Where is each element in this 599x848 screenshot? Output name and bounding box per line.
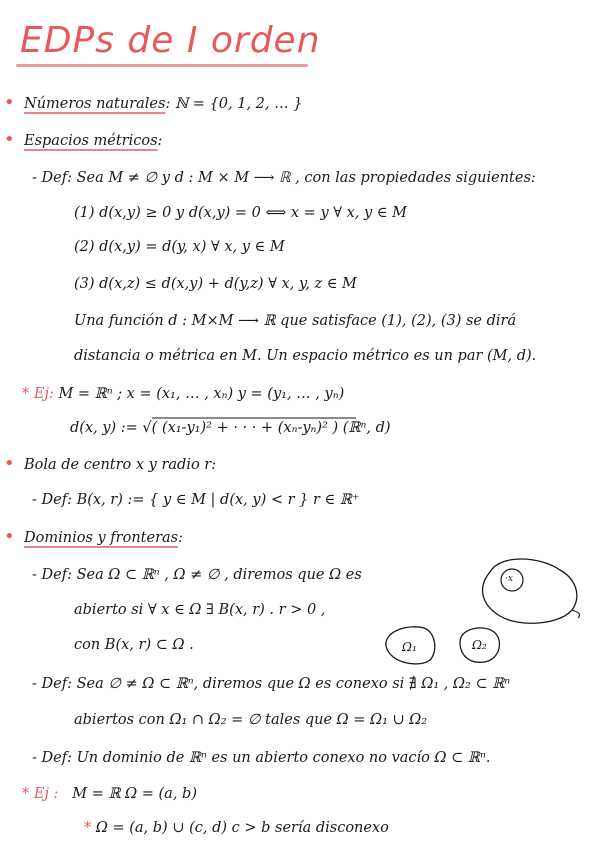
metric-prop-3: (3) d(x,z) ≤ d(x,y) + d(y,z) ∀ x, y, z ∈ M — [74, 276, 357, 292]
domains-heading — [24, 528, 183, 548]
domains-def1-b: abierto si ∀ x ∈ Ω ∃ B(x, r) . r > 0 , — [74, 602, 326, 618]
title-underline — [16, 64, 308, 67]
bullet-dot: • — [4, 526, 15, 547]
domains-def1-a: - Def: Sea Ω ⊂ ℝⁿ , Ω ≠ ∅ , diremos que Ω es — [32, 567, 362, 583]
sqrt-overline — [150, 414, 360, 424]
omega1-label: Ω₁ — [402, 640, 417, 654]
omega2-label: Ω₂ — [472, 638, 487, 652]
metric-note-1: Una función d : M×M ⟶ ℝ que satisface (1), (2), (3) se dirá — [74, 313, 517, 329]
example-marker: * Ej : — [22, 786, 59, 802]
domains-example-2: Ω = (a, b) ∪ (c, d) c > b sería disconexo — [95, 820, 389, 836]
naturals-label: Números naturales — [24, 96, 166, 112]
bullet-dot: • — [4, 92, 15, 113]
metric-note-2: distancia o métrica en M. Un espacio métrico es un par (M, d). — [74, 348, 537, 364]
ball-def: - Def: B(x, r) := { y ∈ M | d(x, y) < r } r ∈ ℝ⁺ — [32, 492, 360, 508]
domains-def3: - Def: Un dominio de ℝⁿ es un abierto conexo no vacío Ω ⊂ ℝⁿ. — [32, 750, 491, 766]
domains-def1-c: con B(x, r) ⊂ Ω . — [74, 637, 194, 653]
metric-example-1: M = ℝⁿ ; x = (x₁, … , xₙ) y = (y₁, … , yₙ) — [58, 386, 345, 402]
disconnected-sets-figure — [380, 620, 510, 670]
page-title: EDPs de I orden — [20, 20, 321, 61]
example-marker: * — [84, 820, 92, 836]
domains-example-1: M = ℝ Ω = (a, b) — [72, 786, 197, 802]
domains-label: Dominios y fronteras — [24, 530, 179, 546]
example-marker: * Ej: — [22, 386, 54, 402]
bullet-dot: • — [4, 453, 15, 474]
metric-example-line — [22, 384, 344, 404]
domains-example-line — [22, 784, 197, 804]
ball-heading: Bola de centro x y radio r: — [24, 457, 217, 473]
bullet-dot: • — [4, 129, 15, 150]
naturals-text: : ℕ = {0, 1, 2, … } — [165, 96, 303, 112]
domains-def2-a: - Def: Sea ∅ ≠ Ω ⊂ ℝⁿ, diremos que Ω es conexo si ∄ Ω₁ , Ω₂ ⊂ ℝⁿ — [32, 676, 511, 692]
ball-center-label: ·x — [505, 574, 513, 584]
domains-example-2-line — [84, 818, 389, 838]
metric-label: Espacios métricos — [24, 133, 158, 149]
domains-def2-b: abiertos con Ω₁ ∩ Ω₂ = ∅ tales que Ω = Ω₁ ∪ Ω₂ — [74, 712, 428, 728]
metric-def: - Def: Sea M ≠ ∅ y d : M × M ⟶ ℝ , con las propiedades siguientes: — [32, 170, 536, 186]
metric-prop-1: (1) d(x,y) ≥ 0 y d(x,y) = 0 ⟺ x = y ∀ x, y ∈ M — [74, 205, 407, 221]
metric-heading — [24, 131, 162, 151]
domains-colon: : — [178, 530, 183, 546]
metric-prop-2: (2) d(x,y) = d(y, x) ∀ x, y ∈ M — [74, 239, 285, 255]
metric-colon: : — [157, 133, 163, 149]
metric-example-2: d(x, y) := √( (x₁-y₁)² + · · · + (xₙ-yₙ)² ) (ℝⁿ, d) — [70, 420, 391, 436]
naturals-line — [24, 94, 302, 114]
